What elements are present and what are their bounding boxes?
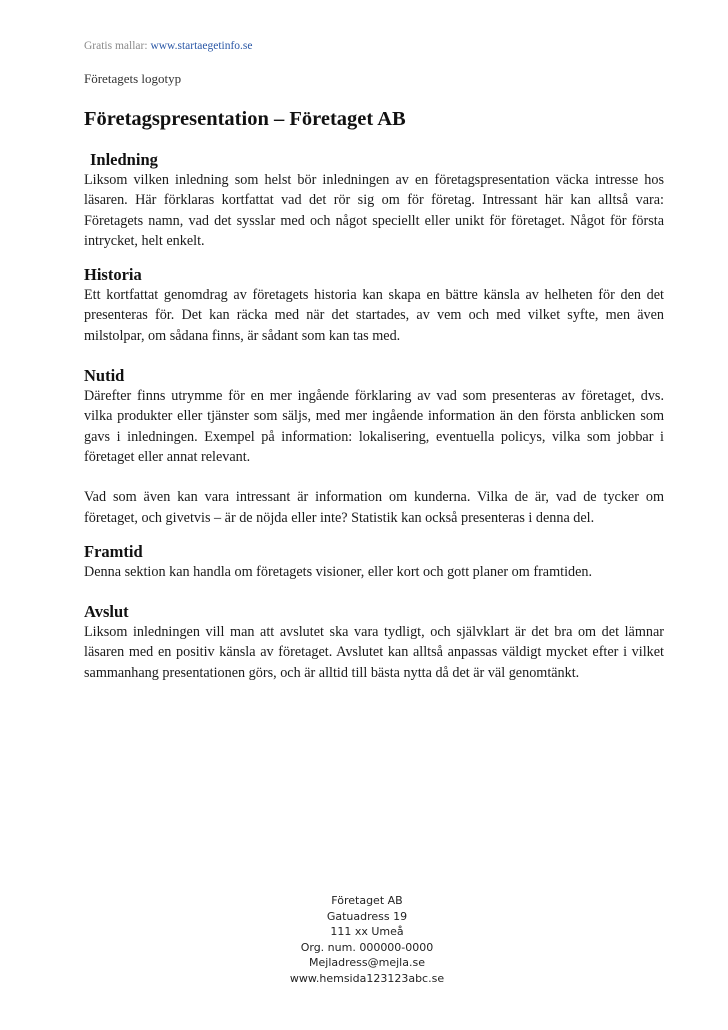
section-heading: Inledning [90, 150, 158, 169]
template-source-note [84, 40, 253, 52]
section-historia [84, 265, 664, 346]
footer-contact-block [280, 893, 454, 987]
section-nutid [84, 366, 664, 528]
section-avslut [84, 602, 664, 683]
section-heading: Nutid [84, 366, 125, 385]
section-framtid [84, 542, 664, 582]
section-heading: Historia [84, 265, 142, 284]
section-paragraph: Denna sektion kan handla om företagets visioner, eller kort och gott planer om framtiden. [84, 564, 593, 580]
footer-email[interactable]: Mejladress@mejla.se [309, 956, 425, 970]
section-paragraph: Liksom vilken inledning som helst bör inledningen av en företagspresentation väcka intresse hos läsaren. Här förklaras kortfattat vad det rör sig om för företag. Intressant här kan alltså vara: Företagets namn, vad det sysslar med och något speciellt eller unikt för företaget. Något för första intrycket, helt enkelt. [84, 172, 664, 249]
footer-company-name: Företaget AB [331, 894, 403, 907]
footer-org-number: Org. num. 000000-0000 [300, 940, 434, 954]
template-source-link[interactable]: www.startaegetinfo.se [150, 40, 253, 52]
section-heading: Avslut [84, 602, 129, 621]
section-paragraph: Vad som även kan vara intressant är information om kunderna. Vilka de är, vad de tycker om företaget, och givetvis – är de nöjda eller inte? Statistik kan också presenteras i denna del. [84, 489, 664, 526]
section-paragraph: Därefter finns utrymme för en mer ingående förklaring av vad som presenteras av företaget, dvs. vilka produkter eller tjänster som säljs, med mer ingående information än den första anblicken som gavs i inledningen. Exempel på information: lokalisering, eventuella policys, vilka som jobbar i företaget eller annat relevant. [84, 388, 664, 465]
template-source-prefix: Gratis mallar: [84, 40, 148, 52]
section-inledning [84, 150, 664, 251]
footer-website[interactable]: www.hemsida123123abc.se [289, 971, 445, 985]
section-heading: Framtid [84, 542, 143, 561]
logo-placeholder: Företagets logotyp [84, 71, 182, 86]
footer-city: 111 xx Umeå [330, 925, 404, 939]
section-paragraph: Liksom inledningen vill man att avslutet ska vara tydligt, och självklart är det bra om det lämnar läsaren med en positiv känsla av företaget. Avslutet kan alltså anpassas väldigt mycket efter i vilket sammanhang presentationen görs, och är alltid till bästa nytta då det är väl genomtänkt. [84, 624, 664, 681]
section-paragraph: Ett kortfattat genomdrag av företagets historia kan skapa en bättre känsla av helheten för den det presenteras för. Det kan räcka med när det startades, av vem och med vilket syfte, men även milstolpar, om sådana finns, är sådant som kan tas med. [84, 287, 664, 344]
footer-street-address: Gatuadress 19 [326, 909, 408, 923]
page-title: Företagspresentation – Företaget AB [84, 108, 406, 130]
